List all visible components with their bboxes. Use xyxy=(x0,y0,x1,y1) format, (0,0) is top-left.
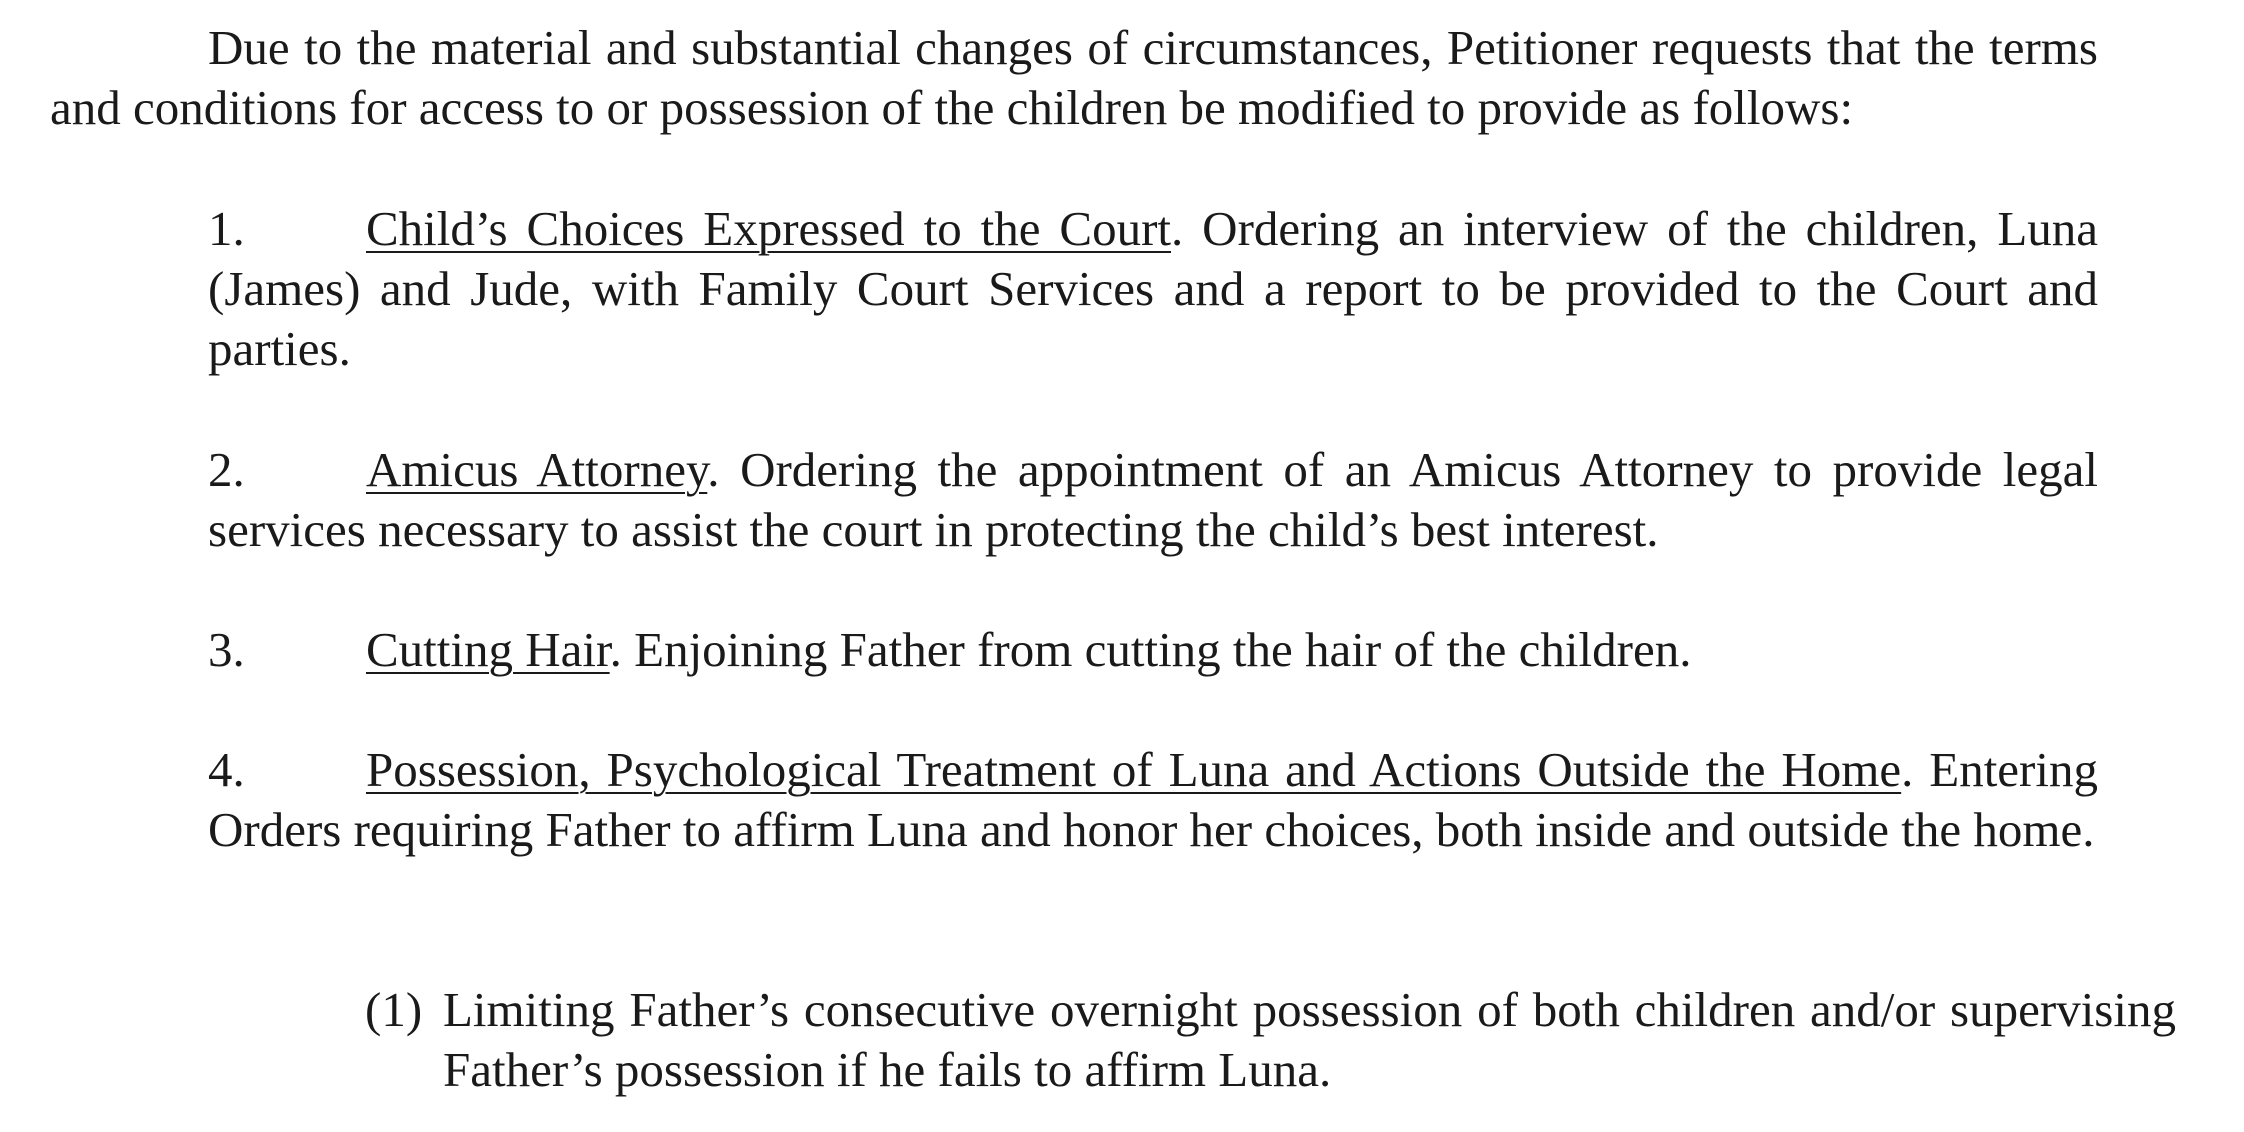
subitem-number: (1) xyxy=(365,982,423,1037)
item-text: . Enjoining Father from cutting the hair of the children. xyxy=(609,622,1692,677)
item-number: 2. xyxy=(208,442,245,497)
item-number: 4. xyxy=(208,742,245,797)
item-number: 1. xyxy=(208,201,245,256)
list-item-2 xyxy=(208,440,2098,560)
item-heading: Cutting Hair xyxy=(366,622,610,677)
item-text: . Ordering the appointment of an Amicus Attorney to provide legal services necessary to assist the court in protecting the child’s best interest. xyxy=(208,442,2098,557)
list-item-3 xyxy=(208,620,2098,680)
intro-paragraph: Due to the material and substantial changes of circumstances, Petitioner requests that the terms and conditions for access to or possession of the children be modified to provide as follows: xyxy=(50,20,2098,135)
item-heading: Possession, Psychological Treatment of Luna and Actions Outside the Home xyxy=(366,742,1902,797)
subitem-text: Limiting Father’s consecutive overnight possession of both children and/or supervising Father’s possession if he fails to affirm Luna. xyxy=(443,982,2176,1097)
item-number: 3. xyxy=(208,622,245,677)
list-item-4 xyxy=(208,740,2098,860)
list-item-1 xyxy=(208,199,2098,379)
item-text: . Ordering an interview of the children, Luna (James) and Jude, with Family Court Services and a report to be provided to the Court and parties. xyxy=(208,201,2098,376)
item-heading: Child’s Choices Expressed to the Court xyxy=(366,201,1172,256)
subitem-1 xyxy=(365,980,2176,1100)
item-heading: Amicus Attorney xyxy=(366,442,708,497)
item-text: . Entering Orders requiring Father to affirm Luna and honor her choices, both inside and outside the home. xyxy=(208,742,2098,857)
